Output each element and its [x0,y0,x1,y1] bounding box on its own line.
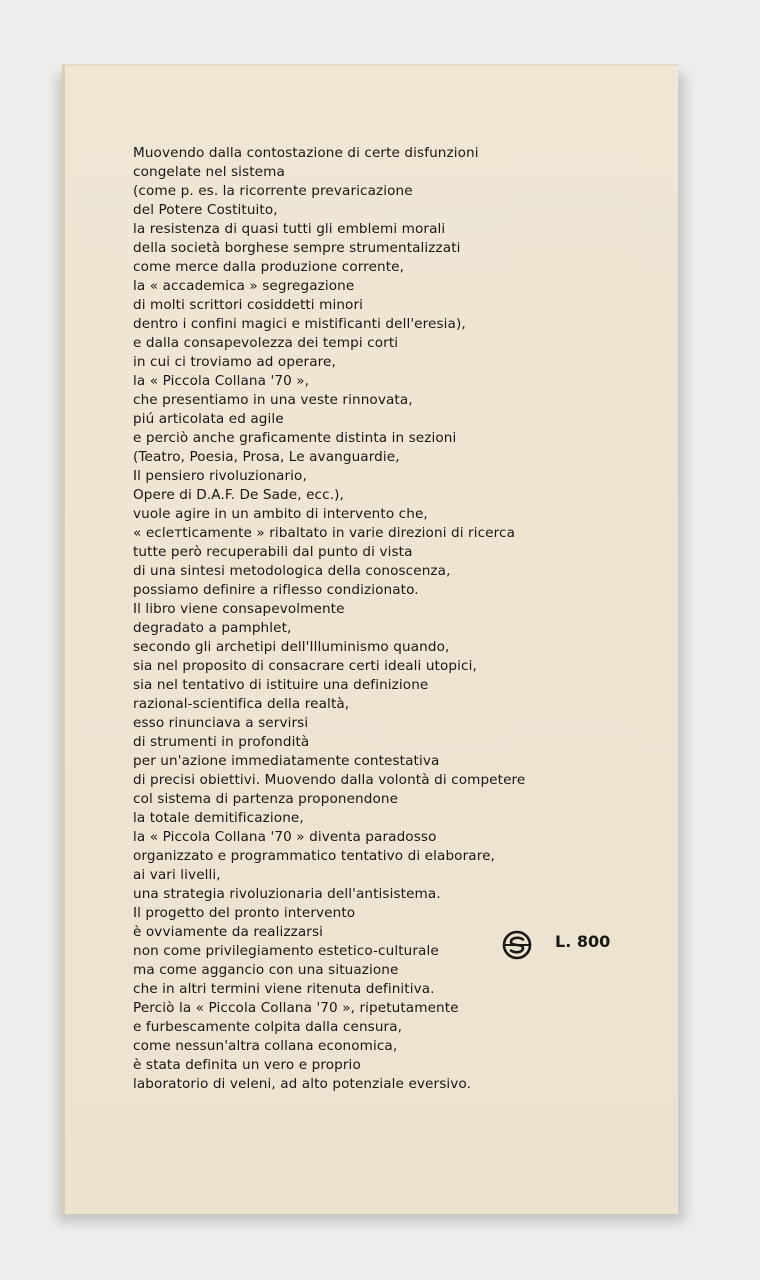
blurb-line: sia nel tentativo di istituire una definizione [133,677,429,693]
blurb-line: degradato a pamphlet, [133,620,292,636]
blurb-line: vuole agire in un ambito di intervento che, [133,506,428,522]
blurb-line: Il progetto del pronto intervento [133,905,356,921]
blurb-line: Perciò la « Piccola Collana '70 », ripetutamente [133,1000,459,1016]
blurb-line: della società borghese sempre strumentalizzati [133,240,461,256]
blurb-line: congelate nel sistema [133,164,285,180]
blurb-line: Il pensiero rivoluzionario, [133,468,307,484]
blurb-line: secondo gli archetipi dell'Illuminismo quando, [133,639,450,655]
blurb-line: « eclетticamente » ribaltato in varie direzioni di ricerca [133,525,516,541]
blurb-line: e perciò anche graficamente distinta in sezioni [133,430,457,446]
blurb-line: di molti scrittori cosiddetti minori [133,297,364,313]
blurb-line: organizzato e programmatico tentativo di elaborare, [133,848,495,864]
blurb-line: una strategia rivoluzionaria dell'antisistema. [133,886,441,902]
blurb-line: come nessun'altra collana economica, [133,1038,398,1054]
blurb-line: laboratorio di veleni, ad alto potenziale eversivo. [133,1076,472,1092]
blurb-line: che in altri termini viene ritenuta definitiva. [133,981,435,997]
blurb-line: (Teatro, Poesia, Prosa, Le avanguardie, [133,449,400,465]
blurb-line: la « Piccola Collana '70 », [133,373,310,389]
publisher-monogram-icon [502,930,532,960]
price-label: L. 800 [555,932,611,951]
blurb-line: che presentiamo in una veste rinnovata, [133,392,413,408]
blurb-line: sia nel proposito di consacrare certi ideali utopici, [133,658,477,674]
blurb-line: piú articolata ed agile [133,411,284,427]
blurb-line: non come privilegiamento estetico-culturale [133,943,439,959]
blurb-line: come merce dalla produzione corrente, [133,259,405,275]
blurb-line: Muovendo dalla contostazione di certe disfunzioni [133,145,479,161]
blurb-line: tutte però recuperabili dal punto di vista [133,544,413,560]
blurb-line: la totale demitificazione, [133,810,304,826]
blurb-line: esso rinunciava a servirsi [133,715,309,731]
blurb-line: (come p. es. la ricorrente prevaricazione [133,183,413,199]
blurb-line: di precisi obiettivi. Muovendo dalla volontà di competere [133,772,526,788]
blurb-line: dentro i confini magici e mistificanti dell'eresia), [133,316,466,332]
blurb-line: Opere di D.A.F. De Sade, ecc.), [133,487,344,503]
blurb-line: la « accademica » segregazione [133,278,355,294]
blurb-line: del Potere Costituito, [133,202,278,218]
blurb-text [133,144,653,1094]
blurb-line: di una sintesi metodologica della conoscenza, [133,563,451,579]
blurb-line: e furbescamente colpita dalla censura, [133,1019,403,1035]
blurb-line: ai vari livelli, [133,867,221,883]
book-back-cover [62,64,678,1214]
blurb-line: Il libro viene consapevolmente [133,601,345,617]
blurb-line: in cui ci troviamo ad operare, [133,354,336,370]
blurb-line: ma come aggancio con una situazione [133,962,399,978]
blurb-line: la « Piccola Collana '70 » diventa paradosso [133,829,437,845]
blurb-line: col sistema di partenza proponendone [133,791,399,807]
blurb-line: possiamo definire a riflesso condizionato. [133,582,419,598]
blurb-line: la resistenza di quasi tutti gli emblemi morali [133,221,446,237]
blurb-line: per un'azione immediatamente contestativa [133,753,440,769]
blurb-line: e dalla consapevolezza dei tempi corti [133,335,399,351]
blurb-line: è ovviamente da realizzarsi [133,924,323,940]
blurb-line: è stata definita un vero e proprio [133,1057,361,1073]
blurb-line: razional-scientifica della realtà, [133,696,350,712]
blurb-line: di strumenti in profondità [133,734,310,750]
